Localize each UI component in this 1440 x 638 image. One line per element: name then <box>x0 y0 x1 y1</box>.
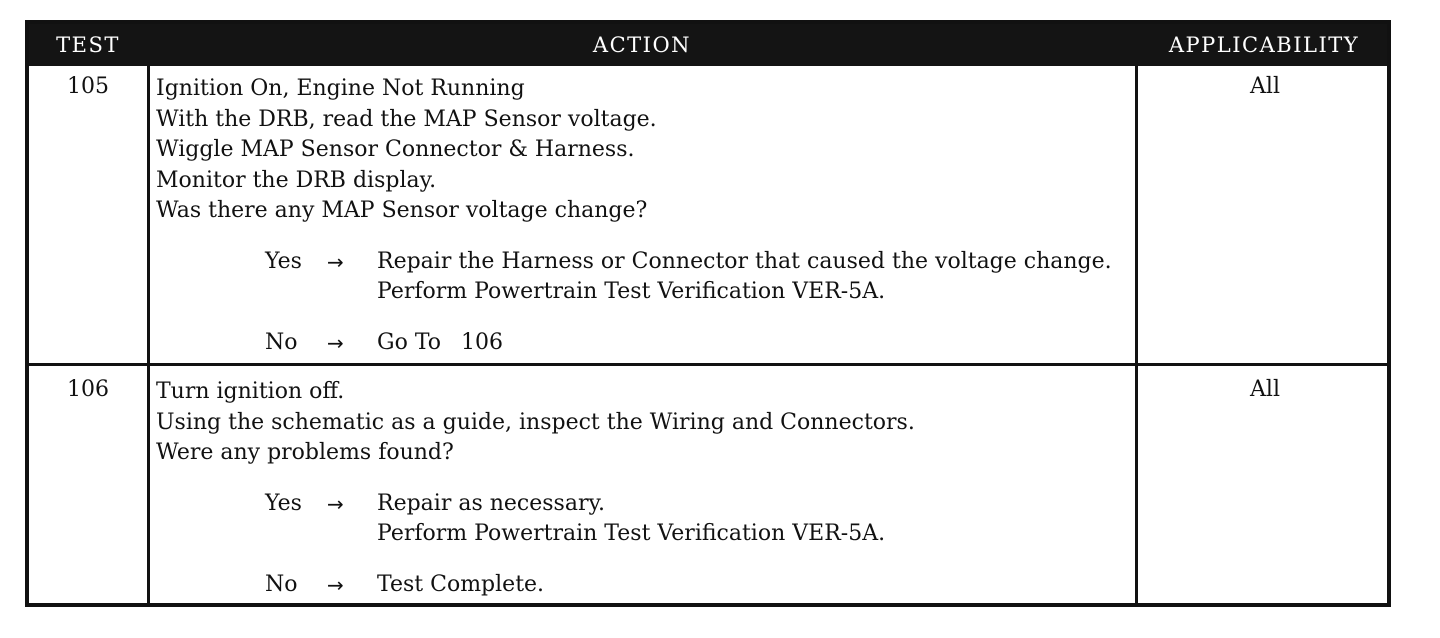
action-line: Were any problems found? <box>156 440 454 465</box>
action-line: Wiggle MAP Sensor Connector & Harness. <box>156 137 635 162</box>
table-row <box>29 66 1387 366</box>
yes-result <box>377 489 885 550</box>
action-line: Monitor the DRB display. <box>156 167 437 193</box>
yes-result-line: Repair the Harness or Connector that caused the voltage change. <box>377 248 1112 274</box>
test-number: 106 <box>67 377 109 402</box>
yes-result-line: Repair as necessary. <box>377 490 605 516</box>
action-cell <box>156 377 1131 600</box>
yes-branch <box>156 489 1131 550</box>
no-result <box>377 328 503 359</box>
applicability-value: All <box>1250 377 1280 402</box>
table-row <box>29 369 1387 607</box>
goto-test-number: 106 <box>461 329 504 355</box>
table-header <box>29 24 1387 66</box>
action-line: Using the schematic as a guide, inspect the Wiring and Connectors. <box>156 409 915 435</box>
yes-label: Yes <box>265 490 302 516</box>
yes-result <box>377 247 1112 308</box>
test-number: 105 <box>67 74 109 99</box>
action-line: With the DRB, read the MAP Sensor voltage. <box>156 106 657 132</box>
right-arrow-icon: → <box>327 491 344 516</box>
applicability-value: All <box>1250 74 1280 99</box>
action-cell <box>156 74 1131 358</box>
no-label: No <box>265 571 298 597</box>
action-line: Was there any MAP Sensor voltage change? <box>156 198 648 223</box>
action-line: Turn ignition off. <box>156 379 345 404</box>
header-action: ACTION <box>592 33 692 57</box>
right-arrow-icon: → <box>327 330 344 355</box>
no-result <box>377 570 544 601</box>
yes-result-line: Perform Powertrain Test Verification VER-5A. <box>377 279 886 304</box>
no-result-text: Go To <box>377 329 442 355</box>
no-branch <box>156 570 1131 600</box>
yes-result-line: Perform Powertrain Test Verification VER-5A. <box>377 521 886 546</box>
header-test: TEST <box>56 33 120 57</box>
no-label: No <box>265 329 298 355</box>
diagnostic-test-table <box>25 20 1391 607</box>
action-line: Ignition On, Engine Not Running <box>156 76 525 101</box>
no-result-text: Test Complete. <box>377 571 545 597</box>
right-arrow-icon: → <box>327 572 344 597</box>
yes-label: Yes <box>265 248 302 274</box>
no-branch <box>156 328 1131 358</box>
yes-branch <box>156 247 1131 308</box>
right-arrow-icon: → <box>327 249 344 274</box>
header-applicability: APPLICABILITY <box>1168 33 1360 57</box>
